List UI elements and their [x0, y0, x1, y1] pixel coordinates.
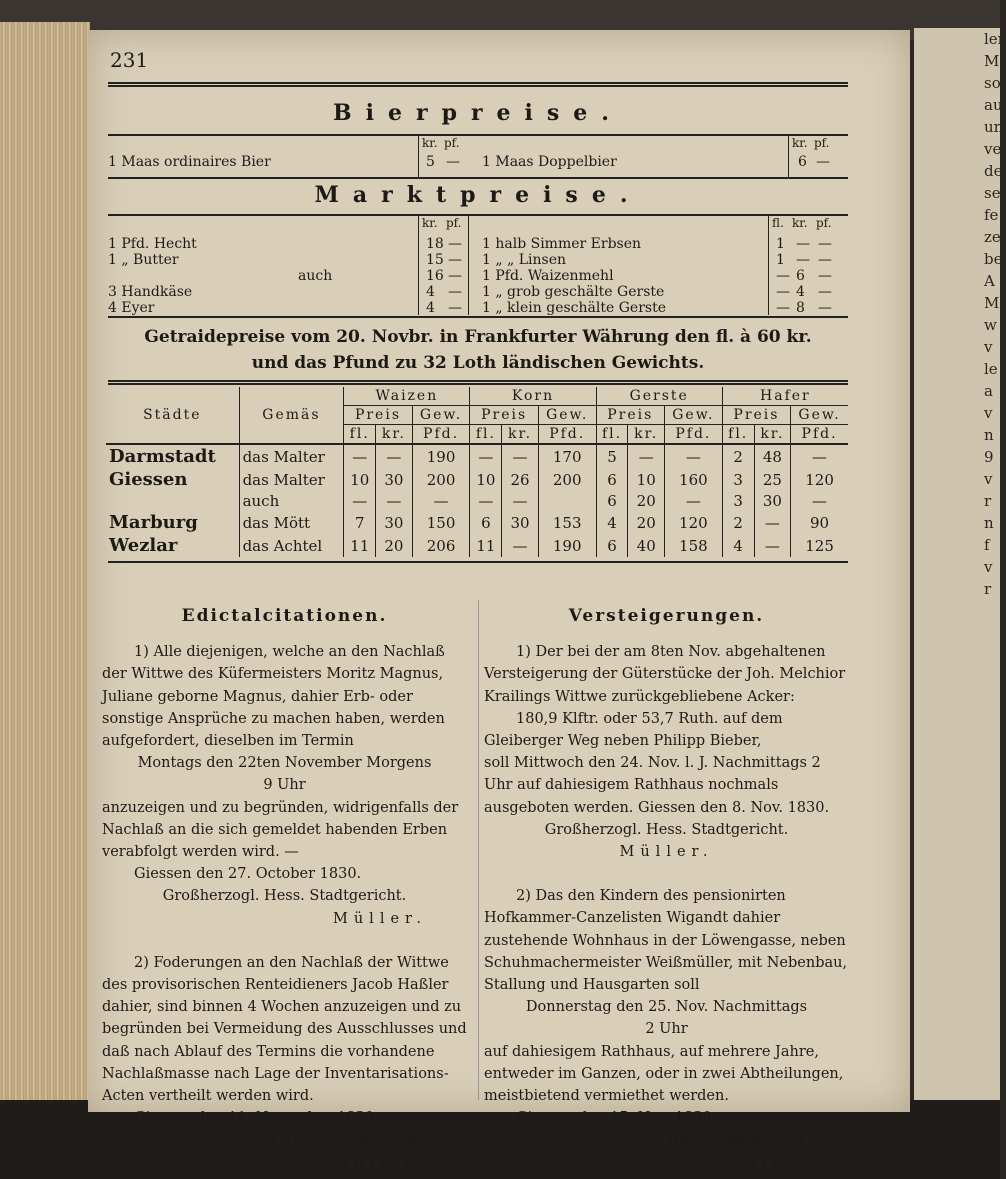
grain-value: 5: [596, 444, 628, 468]
grain-value: —: [344, 444, 376, 468]
grain-price-table: Städte Gemäs Waizen Korn Gerste Hafer Preis Gew. Preis Gew. Preis Gew. Preis Gew. fl. kr. Pfd. fl. kr. Pfd. fl. kr. Pfd. fl. kr. Pfd. Darmstadt das Malter — — 190 — — 170 5 — — 2 48 — Giessen das Malter 10 30 200 10 26 200 6 10 160 3 25 120 auch — — — — — 6 20 — 3 30 — Marburg das Mött 7 30 150 6 30 153 4 20 120 2 — 90 Wezlar das Achtel 11 20 206 11 — 190 6 40 158 4 — 125: [106, 387, 848, 557]
grain-value: —: [502, 534, 539, 557]
facing-page-fragment: sol: [984, 74, 1006, 92]
grain-value: 150: [412, 511, 470, 534]
grain-value: 206: [412, 534, 470, 557]
facing-page-fragment: sei: [984, 184, 1006, 202]
grain-value: 11: [470, 534, 502, 557]
market-item-fl: —: [776, 268, 790, 284]
grain-value: 20: [376, 534, 413, 557]
market-item-pf: —: [448, 268, 462, 284]
col-hafer: Hafer: [722, 387, 848, 406]
book-spine-edge: [0, 22, 90, 1102]
facing-page-fragment: A: [984, 272, 995, 290]
facing-page-fragment: ve: [984, 140, 1002, 158]
market-item-kr: 4: [796, 284, 805, 300]
city-name: Darmstadt: [109, 446, 216, 467]
beer-item-double: 1 Maas Doppelbier: [482, 154, 617, 170]
facing-page-fragment: v: [984, 404, 993, 422]
facing-page-fragment: de: [984, 162, 1003, 180]
market-item-kr: —: [796, 236, 810, 252]
notice-text: 2) Das den Kindern des pensionirten Hofkammer-Canzelisten Wigandt dahier zustehende Wohnhaus in der Löwengasse, neben Schuhmachermeister Weißmüller, mit Nebenbau, Stallung und Hausgarten soll: [484, 888, 848, 994]
facing-page-fragment: r: [984, 492, 992, 510]
facing-page-fragment: M: [984, 294, 1000, 312]
grain-value: 3: [722, 491, 754, 511]
market-item-fl: —: [776, 284, 790, 300]
grain-value: 6: [470, 511, 502, 534]
grain-value: 6: [596, 534, 628, 557]
grain-value: —: [412, 491, 470, 511]
beer-top-rule: [108, 134, 848, 136]
table-row: [106, 444, 848, 468]
grain-value: 3: [722, 468, 754, 491]
market-item-kr: 15: [426, 252, 444, 268]
grain-value: 190: [412, 444, 470, 468]
beer-prices-title: Bierpreise.: [333, 100, 623, 126]
grain-value: 6: [596, 491, 628, 511]
measure-unit: das Achtel: [239, 534, 344, 557]
market-item-label: 1 halb Simmer Erbsen: [482, 236, 642, 252]
grain-value: —: [664, 444, 722, 468]
facing-page-fragment: n: [984, 514, 994, 532]
facing-page-fragment: w: [984, 316, 997, 334]
market-item-kr: 4: [426, 284, 435, 300]
market-prices-title: Marktpreise.: [314, 182, 642, 208]
facing-page-fragment: v: [984, 558, 993, 576]
city-name: Giessen: [109, 469, 188, 490]
facing-page-fragment: f: [984, 536, 990, 554]
market-item-fl: 1: [776, 236, 785, 252]
col-korn: Korn: [470, 387, 596, 406]
grain-value: 158: [664, 534, 722, 557]
grain-value: [538, 491, 596, 511]
grain-value: 4: [722, 534, 754, 557]
facing-page-fragment: be: [984, 250, 1003, 268]
newspaper-page: 231 Bierpreise. kr. pf. kr. pf. 1 Maas ordinaires Bier 5 — 1 Maas Doppelbier 6 — Marktpreise. kr. pf. fl. kr. pf. 1 Pfd. Hecht 18 — 1 „ Butter 15 — auch 16 — 3 Handkäse 4 — 4 Eyer 4 — 1 halb Simmer Erbsen 1 — — 1 „ „ Linsen 1 — — 1 Pfd. Waizenmehl — 6 — 1 „ grob geschälte Gerste — 4 — 1 „ klein geschälte Gerste — 8 — Getraidepreise vom 20. Novbr. in Frankfurter Währung den fl. à 60 kr. und das Pfund zu 32 Loth ländischen Gewichts. Städte Gemäs Waizen Korn Gerste Hafer Preis Gew. Preis Gew. Preis Gew. Preis Gew. fl. kr. Pfd. fl. kr. Pfd. fl. kr. Pfd. fl. kr. Pfd. Darmstadt das Malter — — 190 — — 170 5 — — 2 48 — Giessen das Malter 10 30 200 10 26 200 6 10 160 3 25 120 auch — — — — — 6 20 — 3 30 — Marburg das Mött 7 30 150 6 30 153 4 20 120 2 — 90 Wezlar das Achtel 11 20 206 11 — 190 6 40 158 4 — 125 Edictalcitationen. 1) Alle diejenigen, welche an den Nachlaß der Wittwe des Küfermeisters Moritz Magnus, Juliane geborne Magnus, dahier Erb- oder sonstige Ansprüche zu machen haben, werden aufgefordert, dieselben im Termin Montags den 22ten November Morgens 9 Uhr anzuzeigen und zu begründen, widrigenfalls der Nachlaß an die sich gemeldet habenden Erben verabfolgt werden wird. — Giessen den 27. October 1830. Großherzogl. Hess. Stadtgericht. Müller. 2) Foderungen an den Nachlaß der Wittwe des provisorischen Renteidieners Jacob Haßler dahier, sind binnen 4 Wochen anzuzeigen und zu begründen bei Vermeidung des Ausschlusses und daß nach Ablauf des Termins die vorhandene Nachlaßmasse nach Lage der Inventarisations-Acten vertheilt werden wird. Giessen den 11. November 1830. Gr. Hess. Stadtgericht. Müller. Versteigerungen. 1) Der bei der am 8ten Nov. abgehaltenen Versteigerung der Güterstücke der Joh. Melchior Krailings Wittwe zurückgebliebene Acker: 180,9 Klftr. oder 53,7 Ruth. auf dem Gleiberger Weg neben Philipp Bieber, soll Mittwoch den 24. Nov. l. J. Nachmittags 2 Uhr auf dahiesigem Rathhaus nochmals ausgeboten werden. Giessen den 8. Nov. 1830. Großherzogl. Hess. Stadtgericht. Müller. 2) Das den Kindern des pensionirten Hofkammer-Canzelisten Wigandt dahier zustehende Wohnhaus in der Löwengasse, neben Schuhmachermeister Weißmüller, mit Nebenbau, Stallung und Hausgarten soll Donnerstag den 25. Nov. Nachmittags 2 Uhr auf dahiesigem Rathhaus, auf mehrere Jahre, entweder im Ganzen, oder in zwei Abtheilungen, meistbietend vermiethet werden. Giessen den 15. Nov. 1830. Gr. Hess. Stadtgericht. Müller.: [88, 30, 910, 1112]
facing-page-fragment: ze: [984, 228, 1001, 246]
grain-value: 30: [376, 468, 413, 491]
market-item-kr: 6: [796, 268, 805, 284]
facing-page-fragment: n: [984, 426, 994, 444]
grain-value: —: [470, 491, 502, 511]
col-gerste: Gerste: [596, 387, 722, 406]
facing-page-fragment: ler: [984, 30, 1005, 48]
grain-value: 20: [628, 491, 665, 511]
grain-value: 30: [754, 491, 791, 511]
grain-value: 10: [470, 468, 502, 491]
grain-value: —: [628, 444, 665, 468]
facing-page-fragment: 9: [984, 448, 994, 466]
grain-value: 48: [754, 444, 791, 468]
measure-unit: das Malter: [239, 444, 344, 468]
market-item-kr: 18: [426, 236, 444, 252]
market-item-pf: —: [818, 252, 832, 268]
facing-page-fragment: au: [984, 96, 1003, 114]
edictal-citations-column: Edictalcitationen. 1) Alle diejenigen, welche an den Nachlaß der Wittwe des Küfermeisters Moritz Magnus, Juliane geborne Magnus, dahier Erb- oder sonstige Ansprüche zu machen haben, werden aufgefordert, dieselben im Termin Montags den 22ten November Morgens 9 Uhr anzuzeigen und zu begründen, widrigenfalls der Nachlaß an die sich gemeldet habenden Erben verabfolgt werden wird. — Giessen den 27. October 1830. Großherzogl. Hess. Stadtgericht. Müller. 2) Foderungen an den Nachlaß der Wittwe des provisorischen Renteidieners Jacob Haßler dahier, sind binnen 4 Wochen anzuzeigen und zu begründen bei Vermeidung des Ausschlusses und daß nach Ablauf des Termins die vorhandene Nachlaßmasse nach Lage der Inventarisations-Acten vertheilt werden wird. Giessen den 11. November 1830. Gr. Hess. Stadtgericht. Müller.: [102, 606, 467, 1171]
grain-value: —: [470, 444, 502, 468]
facing-page: [914, 28, 1006, 1100]
grain-value: 10: [628, 468, 665, 491]
grain-value: 120: [791, 468, 848, 491]
col-cities: Städte: [106, 387, 239, 444]
grain-value: —: [344, 491, 376, 511]
city-name: Marburg: [109, 512, 198, 533]
grain-value: —: [791, 444, 848, 468]
grain-value: 120: [664, 511, 722, 534]
grain-value: 160: [664, 468, 722, 491]
page-number: 231: [110, 48, 149, 72]
market-item-label: 1 „ Butter: [108, 252, 179, 268]
notice-text: 1) Alle diejenigen, welche an den Nachlaß der Wittwe des Küfermeisters Moritz Magnus, Juliane geborne Magnus, dahier Erb- oder sonstige Ansprüche zu machen haben, werden aufgefordert, dieselben im Termin: [102, 644, 445, 750]
market-item-label: 3 Handkäse: [108, 284, 193, 300]
grain-value: 190: [538, 534, 596, 557]
grain-value: —: [502, 491, 539, 511]
market-item-pf: —: [448, 252, 462, 268]
grain-value: 30: [502, 511, 539, 534]
edictal-title: Edictalcitationen.: [181, 606, 388, 626]
measure-unit: das Mött: [239, 511, 344, 534]
facing-page-fragment: le: [984, 360, 998, 378]
market-item-pf: —: [448, 284, 462, 300]
market-item-pf: —: [448, 236, 462, 252]
table-row: [106, 511, 848, 534]
grain-value: 20: [628, 511, 665, 534]
facing-page-fragment: M: [984, 52, 1000, 70]
market-item-label: 1 Pfd. Hecht: [108, 236, 197, 252]
market-item-pf: —: [818, 268, 832, 284]
grain-value: 25: [754, 468, 791, 491]
market-item-fl: —: [776, 300, 790, 316]
facing-page-fragment: un: [984, 118, 1004, 136]
grain-value: 200: [538, 468, 596, 491]
notice-text: 1) Der bei der am 8ten Nov. abgehaltenen Versteigerung der Güterstücke der Joh. Melchior Krailings Wittwe zurückgebliebene Acker:: [484, 644, 846, 705]
grain-title-line1: Getraidepreise vom 20. Novbr. in Frankfurter Währung den fl. à 60 kr.: [144, 327, 812, 347]
grain-value: 4: [596, 511, 628, 534]
grain-value: —: [376, 444, 413, 468]
facing-page-fragment: v: [984, 338, 993, 356]
city-name: [106, 491, 239, 511]
grain-value: 11: [344, 534, 376, 557]
grain-value: 125: [791, 534, 848, 557]
grain-value: 200: [412, 468, 470, 491]
market-item-pf: —: [818, 284, 832, 300]
grain-value: 153: [538, 511, 596, 534]
table-row: [106, 534, 848, 557]
grain-value: 90: [791, 511, 848, 534]
auctions-column: Versteigerungen. 1) Der bei der am 8ten Nov. abgehaltenen Versteigerung der Güterstücke der Joh. Melchior Krailings Wittwe zurückgebliebene Acker: 180,9 Klftr. oder 53,7 Ruth. auf dem Gleiberger Weg neben Philipp Bieber, soll Mittwoch den 24. Nov. l. J. Nachmittags 2 Uhr auf dahiesigem Rathhaus nochmals ausgeboten werden. Giessen den 8. Nov. 1830. Großherzogl. Hess. Stadtgericht. Müller. 2) Das den Kindern des pensionirten Hofkammer-Canzelisten Wigandt dahier zustehende Wohnhaus in der Löwengasse, neben Schuhmachermeister Weißmüller, mit Nebenbau, Stallung und Hausgarten soll Donnerstag den 25. Nov. Nachmittags 2 Uhr auf dahiesigem Rathhaus, auf mehrere Jahre, entweder im Ganzen, oder in zwei Abtheilungen, meistbietend vermiethet werden. Giessen den 15. Nov. 1830. Gr. Hess. Stadtgericht. Müller.: [484, 606, 848, 1171]
market-item-label: 1 „ klein geschälte Gerste: [482, 300, 666, 316]
col-measure: Gemäs: [239, 387, 344, 444]
grain-value: 26: [502, 468, 539, 491]
grain-value: 10: [344, 468, 376, 491]
table-row: [106, 468, 848, 491]
grain-value: 170: [538, 444, 596, 468]
market-item-pf: —: [818, 300, 832, 316]
market-item-kr: 16: [426, 268, 444, 284]
facing-page-fragment: r: [984, 580, 992, 598]
grain-value: —: [376, 491, 413, 511]
grain-value: 6: [596, 468, 628, 491]
measure-unit: auch: [239, 491, 344, 511]
grain-value: —: [754, 511, 791, 534]
market-item-pf: —: [448, 300, 462, 316]
grain-value: 30: [376, 511, 413, 534]
city-name: Wezlar: [109, 535, 178, 556]
auctions-title: Versteigerungen.: [568, 606, 765, 626]
market-item-label: 1 Pfd. Waizenmehl: [482, 268, 614, 284]
market-item-pf: —: [818, 236, 832, 252]
market-item-label: 1 „ „ Linsen: [482, 252, 567, 268]
market-item-label: auch: [298, 268, 333, 284]
market-item-fl: 1: [776, 252, 785, 268]
grain-value: —: [502, 444, 539, 468]
market-item-label: 4 Eyer: [108, 300, 155, 316]
facing-page-fragment: v: [984, 470, 993, 488]
facing-page-fragment: a: [984, 382, 993, 400]
grain-value: 7: [344, 511, 376, 534]
measure-unit: das Malter: [239, 468, 344, 491]
facing-page-fragment: fe: [984, 206, 999, 224]
grain-value: —: [664, 491, 722, 511]
grain-value: 40: [628, 534, 665, 557]
col-waizen: Waizen: [344, 387, 470, 406]
table-row: [106, 491, 848, 511]
grain-value: —: [754, 534, 791, 557]
market-item-kr: 8: [796, 300, 805, 316]
market-item-kr: —: [796, 252, 810, 268]
market-item-label: 1 „ grob geschälte Gerste: [482, 284, 665, 300]
grain-value: 2: [722, 444, 754, 468]
grain-value: 2: [722, 511, 754, 534]
market-item-kr: 4: [426, 300, 435, 316]
grain-title-line2: und das Pfund zu 32 Loth ländischen Gewichts.: [251, 353, 705, 373]
top-rule: [108, 82, 848, 87]
beer-item-ordinary: 1 Maas ordinaires Bier: [108, 154, 271, 170]
notice-text: 2) Foderungen an den Nachlaß der Wittwe des provisorischen Renteidieners Jacob Haßler dahier, sind binnen 4 Wochen anzuzeigen und zu begründen bei Vermeidung des Ausschlusses und daß nach Ablauf des Termins die vorhandene Nachlaßmasse nach Lage der Inventarisations-Acten vertheilt werden wird.: [102, 954, 467, 1105]
grain-value: —: [791, 491, 848, 511]
